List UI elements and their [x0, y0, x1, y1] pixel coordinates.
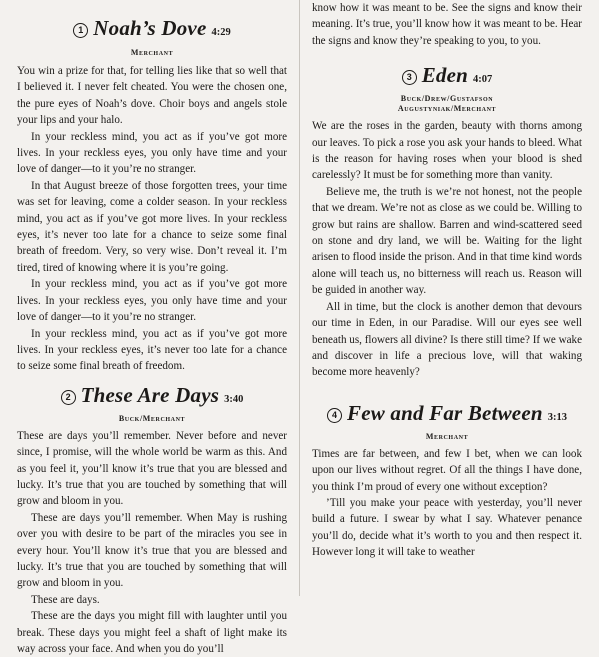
song-title: Eden	[421, 63, 469, 88]
song-duration: 3:13	[547, 411, 567, 423]
song-duration: 4:29	[211, 27, 231, 38]
song-heading-these-are-days	[17, 383, 287, 407]
track-number: 3	[402, 70, 417, 85]
song-duration: 4:07	[473, 74, 493, 86]
song-heading-eden	[312, 63, 582, 87]
song-credit-line2: Augustyniak/Merchant	[397, 104, 497, 114]
lyric-paragraph: These are the days you might fill with laughter until you break. These days you might feel a shaft of light make its way across your face. And when you do you’ll	[17, 610, 287, 655]
right-column	[312, 0, 582, 561]
song-credit: Buck/Drew/Gustafson	[400, 94, 494, 104]
lyric-paragraph: We are the roses in the garden, beauty with thorns among our leaves. To pick a rose you ask your hands to bleed. What is the reason for having roses when your blood is shed carelessly? It must be for something more than vanity.	[312, 120, 582, 182]
track-number: 4	[327, 408, 342, 423]
lyric-paragraph: In that August breeze of those forgotten trees, your time was set for leaving, come a colder season. In your reckless mind, you act as if you’ve got more lives. In your reckless eyes, it’s never too late for a chance to seize some final breath of freedom. Very, so very wise. Don’t reveal it. I’m tired, tired of knowing where it is you’re going.	[17, 179, 287, 274]
lyric-paragraph: Believe me, the truth is we’re not honest, not the people that we dream. We’re not as close as we could be. Willing to grow but rains are shallow. Barren and wind-scattered seed on stone and dry land, we will be. Waiting for the light arisen to flood inside the prison. And in that time kind words alone will teach us, no bitterness will reach us. Reason will be guided in another way.	[312, 185, 582, 297]
lyric-paragraph-continued: know how it was meant to be. See the signs and know their meaning. It’s true, you’ll know how it was meant to be. Hear the signs and know they’re speaking to you, to you.	[312, 2, 582, 47]
song-credit: Merchant	[425, 431, 469, 441]
song-title: Few and Far Between	[347, 400, 543, 425]
lyric-paragraph: These are days.	[31, 593, 100, 606]
lyric-paragraph: ’Till you make your peace with yesterday, you’ll never build a future. I swear by what I say. Whatever penance you’ll do, decide what it’s worth to you and then respect it. However long it will take to weather	[312, 496, 582, 559]
song-heading-few-and-far-between	[312, 401, 582, 425]
lyric-paragraph: These are days you’ll remember. When May is rushing over you with desire to be part of the miracles you see in every hour. You’ll know it’s true that you are blessed and lucky. It’s true that you are touched by something that will grow and bloom in you.	[17, 511, 287, 590]
lyric-paragraph: In your reckless mind, you act as if you’ve got more lives. In your reckless eyes, you only have time and your love of danger—to it you’re no stranger.	[17, 130, 287, 176]
song-title: These Are Days	[80, 382, 220, 407]
lyric-paragraph: These are days you’ll remember. Never before and never since, I promise, will the whole world be warm as this. And as you feel it, you’ll know it’s true that you are blessed and lucky. It’s true that you are touched by something that will grow and bloom in you.	[17, 429, 287, 508]
song-duration: 3:40	[224, 393, 244, 405]
song-heading-noahs-dove	[17, 16, 287, 40]
song-credit: Buck/Merchant	[118, 413, 186, 423]
left-column	[17, 0, 287, 657]
lyric-paragraph: You win a prize for that, for telling lies like that so well that I believed it. I never felt cheated. You were the chosen one, the pure eyes of Noah’s dove. Choir boys and angels stole your lips and your halo.	[17, 65, 287, 127]
song-title: Noah’s Dove	[93, 16, 207, 40]
track-number: 2	[61, 390, 76, 405]
track-number: 1	[73, 23, 88, 38]
page-fold-line	[299, 0, 300, 596]
lyric-paragraph: Times are far between, and few I bet, when we can look upon our lives without regret. Of all the things I have done, you think I’m proud of every one without exception?	[312, 447, 582, 493]
lyric-paragraph: In your reckless mind, you act as if you’ve got more lives. In your reckless eyes, you only have time and your love of danger—to it you’re no stranger.	[17, 278, 287, 324]
song-credit: Merchant	[130, 48, 174, 57]
lyric-paragraph: In your reckless mind, you act as if you’ve got more lives. In your reckless eyes, it’s never too late for a chance to seize some final breath of freedom.	[17, 327, 287, 373]
lyric-paragraph: All in time, but the clock is another demon that devours our time in Eden, in our Paradise. Will our eyes see well beneath us, flowers all divine? Is there still time? If we wake and discover in life a precious love, will that waking become more heavenly?	[312, 300, 582, 379]
